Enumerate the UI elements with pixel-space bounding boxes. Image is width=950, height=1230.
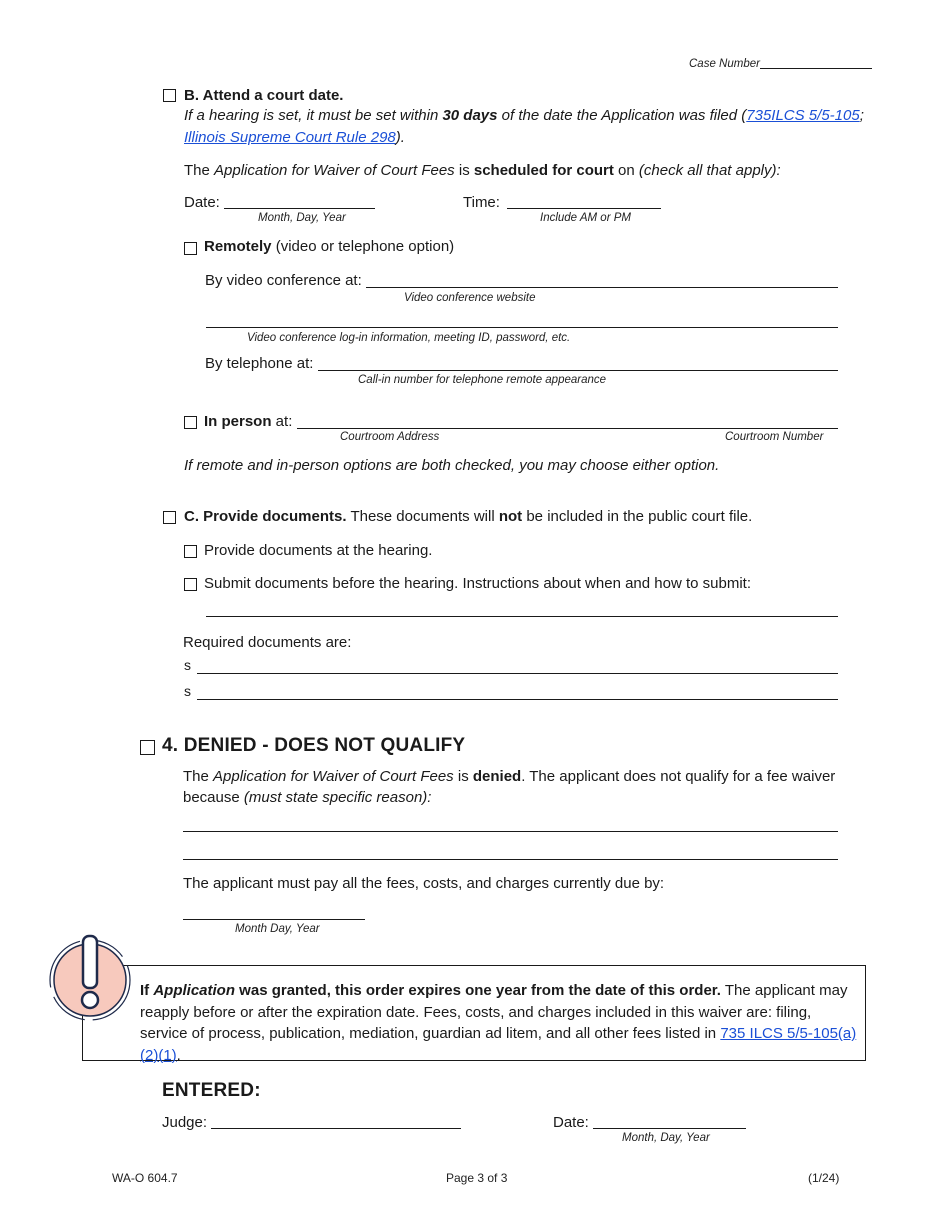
remotely-checkbox[interactable] (184, 242, 197, 255)
section-b-hint-line1: If a hearing is set, it must be set within 30 days of the date the Application was filed (735ILCS 5/5-105; (184, 107, 864, 124)
document-bullet-2: s (184, 683, 191, 699)
telephone-hint: Call-in number for telephone remote appearance (358, 374, 607, 386)
courtroom-number-hint: Courtroom Number (725, 431, 824, 443)
page-number: Page 3 of 3 (446, 1171, 508, 1185)
required-document-field-1[interactable] (197, 673, 838, 674)
expiration-notice-text: If Application was granted, this order expires one year from the date of this order. The applicant may reapply before or after the expiration date. Fees, costs, and charges included in this waiver are: filing, service of process, publication, mediation, guardian ad litem, and all other fees listed in 735 ILCS 5/5-105(a)(2)(1). (140, 982, 857, 1064)
court-date-hint: Month, Day, Year (258, 212, 346, 224)
denied-reason-field-2[interactable] (183, 859, 838, 860)
date-label: Date: (184, 194, 220, 211)
form-version: (1/24) (808, 1171, 840, 1185)
denied-title: 4. DENIED - DOES NOT QUALIFY (162, 735, 466, 756)
link-735ilcs-fees[interactable]: 735 ILCS 5/5-105(a)(2)(1) (140, 1025, 857, 1064)
pay-by-date-hint: Month Day, Year (235, 923, 320, 935)
judge-label: Judge: (162, 1114, 208, 1131)
denied-text-line1: The Application for Waiver of Court Fees is denied. The applicant does not qualify for a fee waiver (183, 768, 836, 785)
pay-fees-text: The applicant must pay all the fees, costs, and charges currently due by: (183, 875, 665, 892)
time-label: Time: (463, 194, 500, 211)
link-735ilcs[interactable]: 735ILCS 5/5-105 (746, 107, 860, 124)
in-person-checkbox[interactable] (184, 416, 197, 429)
submit-instructions-field[interactable] (206, 616, 838, 617)
denied-checkbox[interactable] (140, 740, 155, 755)
section-b-hint-line2: Illinois Supreme Court Rule 298). (184, 129, 405, 146)
case-number-label: Case Number (689, 58, 760, 70)
section-b-checkbox[interactable] (163, 89, 176, 102)
denied-text-line2: because (must state specific reason): (183, 789, 432, 806)
entered-date-hint: Month, Day, Year (622, 1132, 710, 1144)
submit-before-label: Submit documents before the hearing. Instructions about when and how to submit: (204, 575, 751, 592)
scheduled-text: The Application for Waiver of Court Fees is scheduled for court on (check all that apply): (184, 162, 781, 179)
entered-title: ENTERED: (162, 1080, 261, 1101)
denied-reason-field-1[interactable] (183, 831, 838, 832)
courtroom-address-hint: Courtroom Address (340, 431, 440, 443)
provide-at-hearing-checkbox[interactable] (184, 545, 197, 558)
alert-icon (46, 932, 136, 1024)
submit-before-checkbox[interactable] (184, 578, 197, 591)
video-conference-label: By video conference at: (205, 272, 362, 289)
judge-signature-field[interactable] (211, 1128, 461, 1129)
section-c-checkbox[interactable] (163, 511, 176, 524)
form-id: WA-O 604.7 (112, 1171, 178, 1185)
video-login-hint: Video conference log-in information, meeting ID, password, etc. (247, 332, 571, 344)
section-c-title: C. Provide documents. These documents will not be included in the public court file. (184, 508, 753, 525)
either-option-note: If remote and in-person options are both checked, you may choose either option. (184, 457, 720, 474)
case-number-field[interactable] (760, 68, 872, 69)
telephone-label: By telephone at: (205, 355, 314, 372)
link-supreme-court-rule[interactable]: Illinois Supreme Court Rule 298 (184, 129, 396, 146)
remotely-label: Remotely (video or telephone option) (204, 238, 455, 255)
required-documents-label: Required documents are: (183, 634, 352, 651)
section-b-title: B. Attend a court date. (184, 87, 344, 104)
document-bullet-1: s (184, 657, 191, 673)
required-document-field-2[interactable] (197, 699, 838, 700)
court-time-hint: Include AM or PM (540, 212, 631, 224)
entered-date-label: Date: (553, 1114, 589, 1131)
provide-at-hearing-label: Provide documents at the hearing. (204, 542, 433, 559)
video-conference-hint: Video conference website (404, 292, 536, 304)
in-person-label: In person at: (204, 413, 293, 430)
